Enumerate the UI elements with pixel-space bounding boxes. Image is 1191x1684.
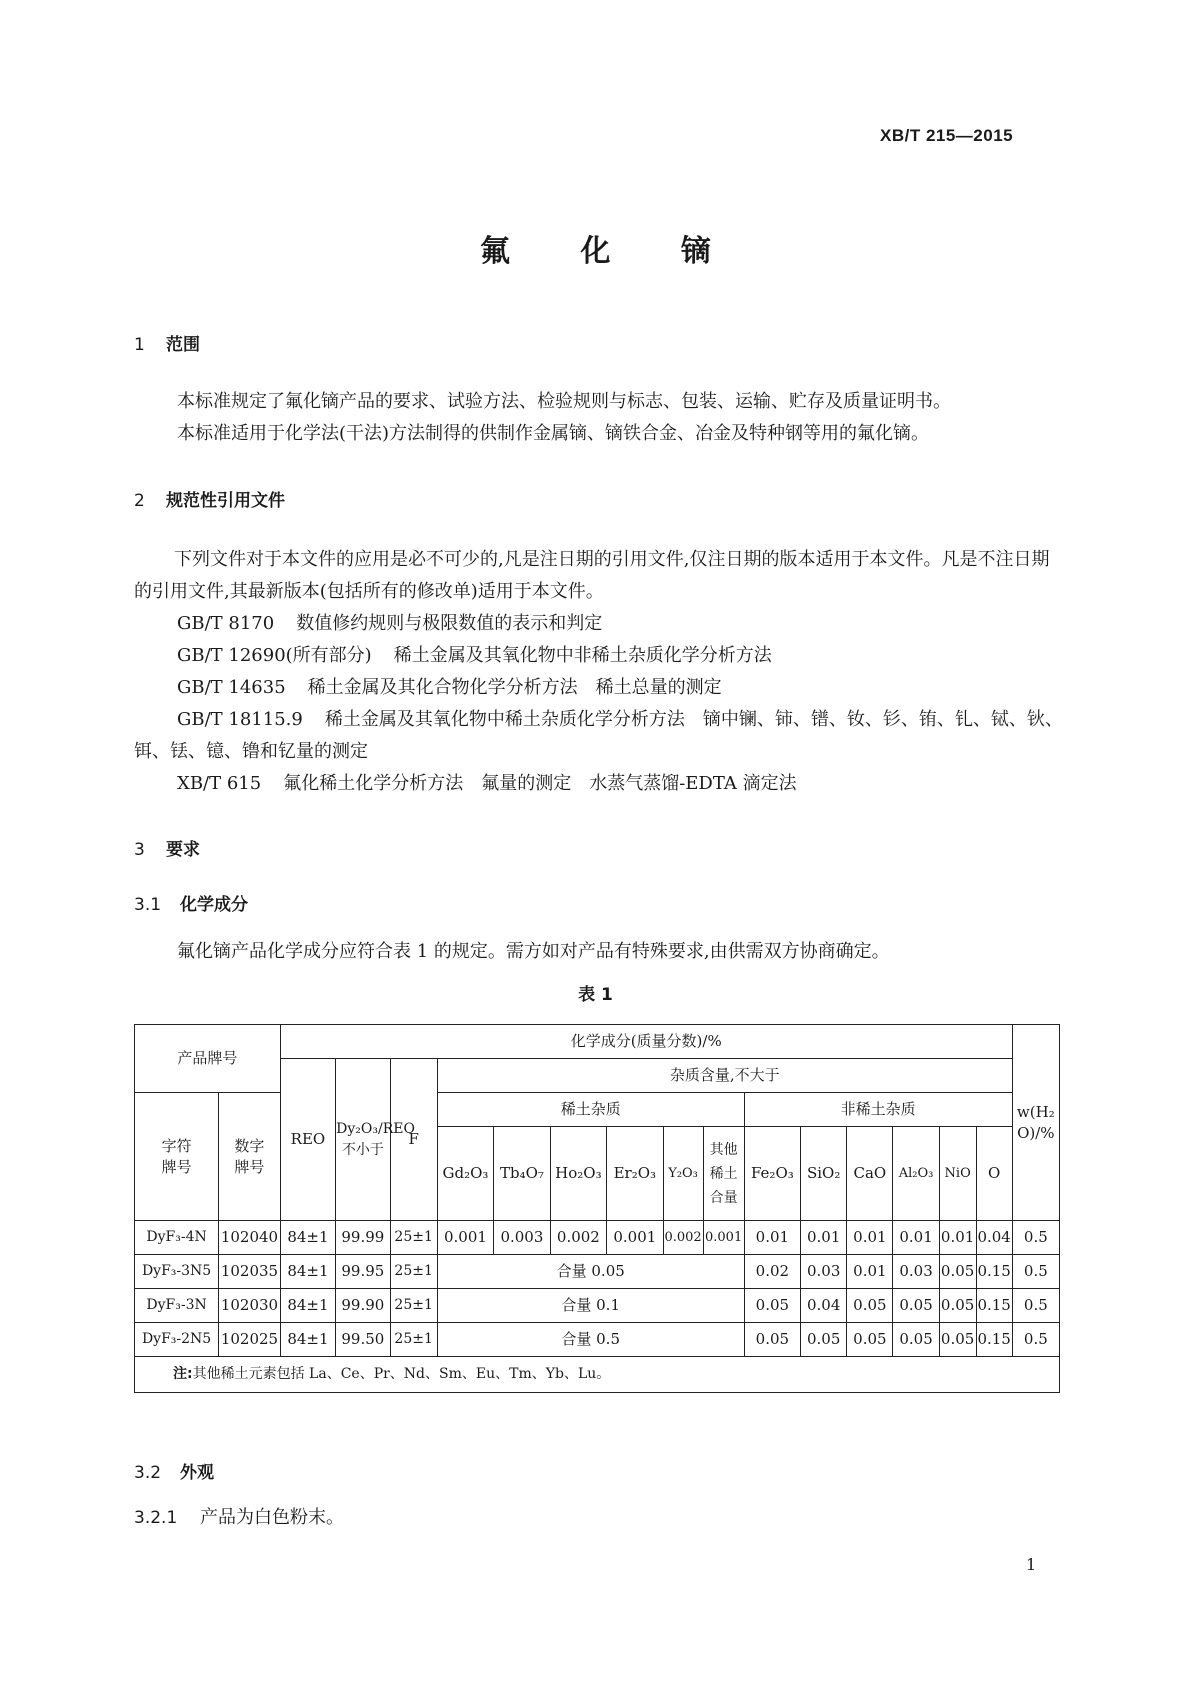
cell-symbol: DyF₃-2N5 bbox=[135, 1323, 219, 1357]
cell-dy: 99.50 bbox=[336, 1323, 390, 1357]
cell-value: 0.02 bbox=[744, 1255, 800, 1289]
appearance-text: 产品为白色粉末。 bbox=[200, 1507, 344, 1528]
cell-re-total: 合量 0.05 bbox=[437, 1255, 744, 1289]
section-3-1-heading bbox=[134, 890, 248, 915]
cell-value: 0.01 bbox=[939, 1221, 976, 1255]
symbol-grade-header: 字符牌号 bbox=[135, 1093, 219, 1221]
column-header: Ho₂O₃ bbox=[550, 1127, 606, 1221]
cell-symbol: DyF₃-3N bbox=[135, 1289, 219, 1323]
reference-title: 氟化稀土化学分析方法 氟量的测定 水蒸气蒸馏-EDTA 滴定法 bbox=[283, 773, 797, 794]
reference-item bbox=[134, 704, 1064, 768]
column-header: Fe₂O₃ bbox=[744, 1127, 800, 1221]
non-re-impurity-header: 非稀土杂质 bbox=[744, 1093, 1012, 1127]
title-char: 氟 bbox=[480, 234, 511, 269]
scope-paragraph-1: 本标准规定了氟化镝产品的要求、试验方法、检验规则与标志、包装、运输、贮存及质量证明书。 bbox=[177, 391, 951, 412]
section-number: 1 bbox=[134, 335, 145, 355]
cell-value: 0.15 bbox=[976, 1323, 1012, 1357]
reference-code: GB/T 8170 bbox=[177, 613, 275, 634]
cell-value: 0.04 bbox=[801, 1289, 847, 1323]
cell-re-total: 合量 0.1 bbox=[437, 1289, 744, 1323]
cell-value: 0.001 bbox=[703, 1221, 744, 1255]
document-code: XB/T 215—2015 bbox=[880, 126, 1014, 145]
cell-reo: 84±1 bbox=[280, 1289, 335, 1323]
cell-value: 0.03 bbox=[893, 1255, 939, 1289]
cell-symbol: DyF₃-3N5 bbox=[135, 1255, 219, 1289]
section-1-heading bbox=[134, 330, 200, 355]
column-header: Y₂O₃ bbox=[663, 1127, 703, 1221]
cell-dy: 99.99 bbox=[336, 1221, 390, 1255]
page-number: 1 bbox=[1026, 1555, 1037, 1574]
fluorine-header: F bbox=[390, 1059, 437, 1221]
table-caption: 表 1 bbox=[578, 985, 613, 1005]
cell-re-total: 合量 0.5 bbox=[437, 1323, 744, 1357]
cell-f: 25±1 bbox=[390, 1255, 437, 1289]
column-header: O bbox=[976, 1127, 1012, 1221]
cell-f: 25±1 bbox=[390, 1221, 437, 1255]
table-row bbox=[135, 1221, 1060, 1255]
cell-value: 0.05 bbox=[744, 1289, 800, 1323]
column-header: Er₂O₃ bbox=[607, 1127, 663, 1221]
cell-value: 0.003 bbox=[494, 1221, 550, 1255]
column-header: 其他稀土合量 bbox=[703, 1127, 744, 1221]
references-intro: 下列文件对于本文件的应用是必不可少的,凡是注日期的引用文件,仅注日期的版本适用于本文件。凡是不注日期的引用文件,其最新版本(包括所有的修改单)适用于本文件。 bbox=[134, 549, 1050, 602]
cell-f: 25±1 bbox=[390, 1289, 437, 1323]
cell-digit: 102025 bbox=[219, 1323, 281, 1357]
cell-value: 0.01 bbox=[893, 1221, 939, 1255]
column-header: Al₂O₃ bbox=[893, 1127, 939, 1221]
column-header: SiO₂ bbox=[801, 1127, 847, 1221]
digit-grade-header: 数字牌号 bbox=[219, 1093, 281, 1221]
cell-value: 0.05 bbox=[893, 1323, 939, 1357]
reference-code: GB/T 18115.9 bbox=[177, 709, 303, 730]
impurity-header: 杂质含量,不大于 bbox=[437, 1059, 1012, 1093]
cell-f: 25±1 bbox=[390, 1323, 437, 1357]
cell-water: 0.5 bbox=[1012, 1221, 1059, 1255]
note-text: 其他稀土元素包括 La、Ce、Pr、Nd、Sm、Eu、Tm、Yb、Lu。 bbox=[192, 1366, 611, 1382]
water-header: w(H₂O)/% bbox=[1012, 1025, 1059, 1221]
title-char: 化 bbox=[580, 234, 611, 269]
cell-water: 0.5 bbox=[1012, 1255, 1059, 1289]
re-impurity-header: 稀土杂质 bbox=[437, 1093, 744, 1127]
cell-value: 0.15 bbox=[976, 1289, 1012, 1323]
cell-digit: 102030 bbox=[219, 1289, 281, 1323]
cell-value: 0.05 bbox=[847, 1289, 893, 1323]
cell-water: 0.5 bbox=[1012, 1323, 1059, 1357]
cell-value: 0.15 bbox=[976, 1255, 1012, 1289]
cell-value: 0.01 bbox=[801, 1221, 847, 1255]
section-number: 2 bbox=[134, 491, 145, 511]
cell-value: 0.01 bbox=[744, 1221, 800, 1255]
column-header: Gd₂O₃ bbox=[437, 1127, 493, 1221]
dy-ratio-header: Dy₂O₃/REO不小于 bbox=[336, 1059, 390, 1221]
product-grade-header: 产品牌号 bbox=[135, 1025, 281, 1093]
chem-composition-paragraph: 氟化镝产品化学成分应符合表 1 的规定。需方如对产品有特殊要求,由供需双方协商确定。 bbox=[177, 941, 890, 962]
table-note bbox=[135, 1357, 1060, 1393]
cell-value: 0.05 bbox=[939, 1255, 976, 1289]
cell-digit: 102035 bbox=[219, 1255, 281, 1289]
note-label: 注: bbox=[173, 1366, 193, 1382]
reference-item bbox=[177, 768, 797, 800]
cell-value: 0.05 bbox=[939, 1323, 976, 1357]
table-row bbox=[135, 1323, 1060, 1357]
chemical-composition-header: 化学成分(质量分数)/% bbox=[280, 1025, 1012, 1059]
cell-value: 0.05 bbox=[744, 1323, 800, 1357]
reference-code: XB/T 615 bbox=[177, 773, 262, 794]
cell-dy: 99.95 bbox=[336, 1255, 390, 1289]
table-row bbox=[135, 1289, 1060, 1323]
cell-reo: 84±1 bbox=[280, 1323, 335, 1357]
cell-value: 0.01 bbox=[847, 1221, 893, 1255]
page-title bbox=[0, 226, 1191, 270]
cell-reo: 84±1 bbox=[280, 1255, 335, 1289]
column-header: NiO bbox=[939, 1127, 976, 1221]
section-number: 3 bbox=[134, 840, 145, 860]
section-title: 化学成分 bbox=[180, 895, 248, 915]
reference-item bbox=[177, 608, 602, 640]
section-number: 3.2 bbox=[134, 1463, 162, 1483]
reference-item bbox=[177, 640, 772, 672]
section-number: 3.1 bbox=[134, 895, 162, 915]
section-number: 3.2.1 bbox=[134, 1508, 178, 1528]
cell-symbol: DyF₃-4N bbox=[135, 1221, 219, 1255]
composition-table bbox=[134, 1024, 1060, 1393]
title-char: 镝 bbox=[680, 234, 711, 269]
section-3-2-heading bbox=[134, 1458, 214, 1483]
section-3-heading bbox=[134, 835, 200, 860]
cell-value: 0.05 bbox=[939, 1289, 976, 1323]
reference-title: 数值修约规则与极限数值的表示和判定 bbox=[296, 613, 603, 634]
reference-code: GB/T 12690(所有部分) bbox=[177, 645, 372, 666]
cell-reo: 84±1 bbox=[280, 1221, 335, 1255]
cell-value: 0.03 bbox=[801, 1255, 847, 1289]
cell-water: 0.5 bbox=[1012, 1289, 1059, 1323]
reference-title: 稀土金属及其化合物化学分析方法 稀土总量的测定 bbox=[307, 677, 722, 698]
section-title: 规范性引用文件 bbox=[166, 491, 285, 511]
cell-digit: 102040 bbox=[219, 1221, 281, 1255]
table-row bbox=[135, 1255, 1060, 1289]
reference-title: 稀土金属及其氧化物中稀土杂质化学分析方法 镝中镧、铈、镨、钕、钐、铕、钆、铽、钬、铒、铥、镱、镥和钇量的测定 bbox=[134, 709, 1063, 762]
scope-paragraph-2: 本标准适用于化学法(干法)方法制得的供制作金属镝、镝铁合金、冶金及特种钢等用的氟化镝。 bbox=[177, 423, 930, 444]
section-title: 范围 bbox=[166, 335, 200, 355]
cell-value: 0.04 bbox=[976, 1221, 1012, 1255]
section-2-heading bbox=[134, 486, 285, 511]
cell-value: 0.05 bbox=[801, 1323, 847, 1357]
reference-code: GB/T 14635 bbox=[177, 677, 286, 698]
section-3-2-1 bbox=[134, 1503, 344, 1529]
cell-value: 0.05 bbox=[893, 1289, 939, 1323]
reference-item bbox=[177, 672, 722, 704]
section-title: 要求 bbox=[166, 840, 200, 860]
cell-value: 0.001 bbox=[437, 1221, 493, 1255]
section-title: 外观 bbox=[180, 1463, 214, 1483]
reference-title: 稀土金属及其氧化物中非稀土杂质化学分析方法 bbox=[393, 645, 772, 666]
column-header: CaO bbox=[847, 1127, 893, 1221]
reo-header: REO bbox=[280, 1059, 335, 1221]
column-header: Tb₄O₇ bbox=[494, 1127, 550, 1221]
cell-value: 0.05 bbox=[847, 1323, 893, 1357]
cell-value: 0.002 bbox=[550, 1221, 606, 1255]
cell-dy: 99.90 bbox=[336, 1289, 390, 1323]
cell-value: 0.001 bbox=[607, 1221, 663, 1255]
cell-value: 0.002 bbox=[663, 1221, 703, 1255]
cell-value: 0.01 bbox=[847, 1255, 893, 1289]
